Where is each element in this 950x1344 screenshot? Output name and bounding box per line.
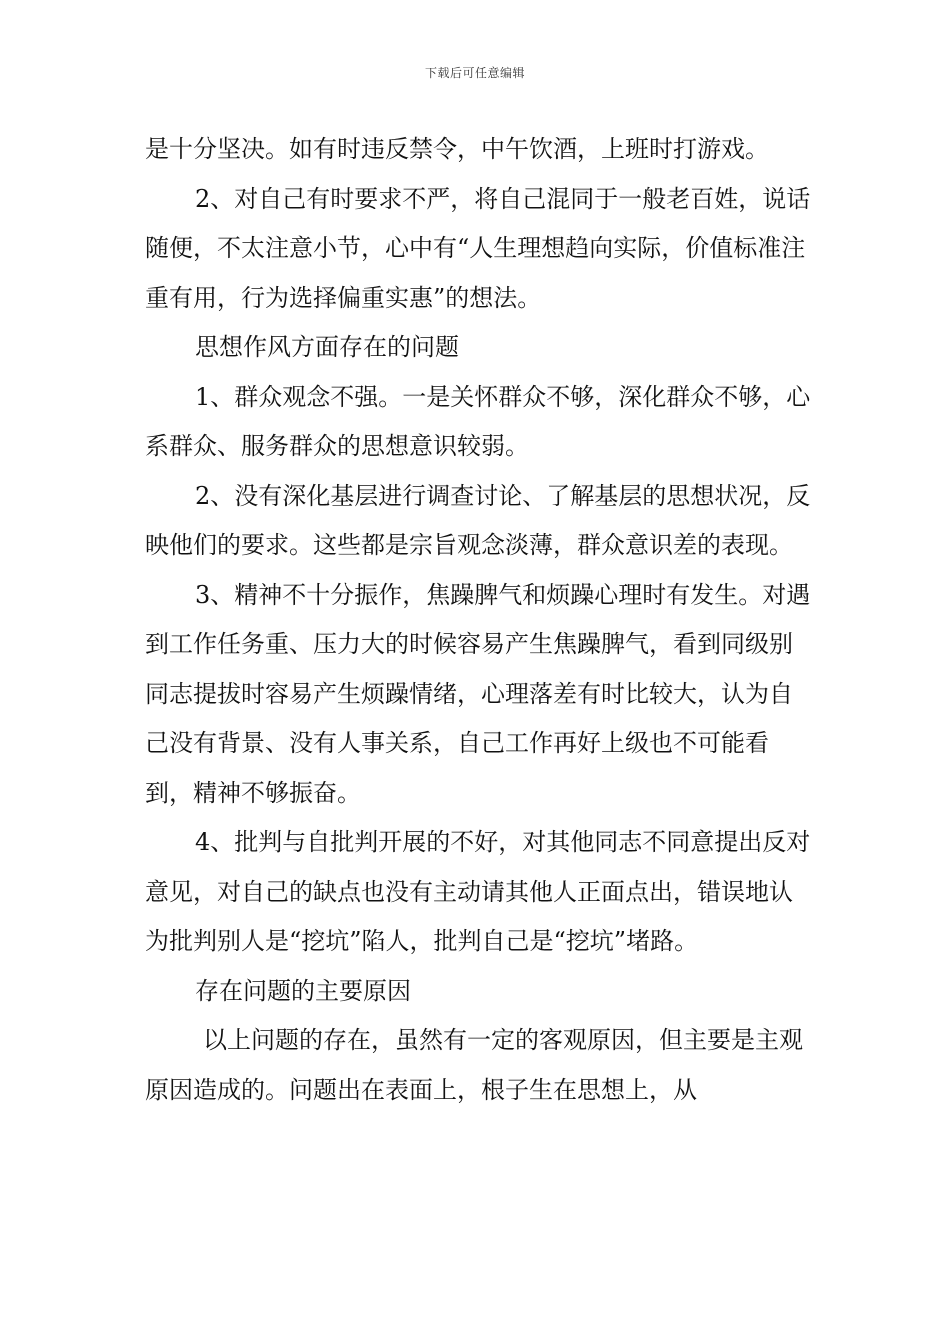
- document-body: [145, 125, 815, 1115]
- paragraph-item-3-spirit: 3、精神不十分振作，焦躁脾气和烦躁心理时有发生。对遇到工作任务重、压力大的时候容易产生焦躁脾气，看到同级别同志提拔时容易产生烦躁情绪，心理落差有时比较大，认为自己没有背景、没有人事关系，自己工作再好上级也不可能看到，精神不够振奋。: [145, 580, 811, 807]
- paragraph-item-4-criticism: 4、批判与自批判开展的不好，对其他同志不同意提出反对意见，对自己的缺点也没有主动请其他人正面点出，错误地认为批判别人是“挖坑”陷人，批判自己是“挖坑”堵路。: [145, 828, 811, 955]
- paragraph-item-2-grassroots: 2、没有深化基层进行调查讨论、了解基层的思想状况，反映他们的要求。这些都是宗旨观念淡薄，群众意识差的表现。: [145, 481, 811, 559]
- paragraph-item-2-self-discipline: 2、对自己有时要求不严，将自己混同于一般老百姓，说话随便，不太注意小节，心中有“人生理想趋向实际，价值标准注重有用，行为选择偏重实惠”的想法。: [145, 184, 811, 312]
- page-header-note: 下载后可任意编辑: [424, 66, 525, 80]
- paragraph-continuation: 是十分坚决。如有时违反禁令，中午饮酒，上班时打游戏。: [145, 135, 769, 163]
- section-heading-main-causes: 存在问题的主要原因: [195, 976, 411, 1005]
- section-heading-thinking-style: 思想作风方面存在的问题: [195, 333, 459, 361]
- paragraph-causes-intro: 以上问题的存在，虽然有一定的客观原因，但主要是主观原因造成的。问题出在表面上，根子生在思想上，从: [145, 1026, 803, 1104]
- paragraph-item-1-mass-concept: 1、群众观念不强。一是关怀群众不够，深化群众不够，心系群众、服务群众的思想意识较弱。: [145, 382, 811, 460]
